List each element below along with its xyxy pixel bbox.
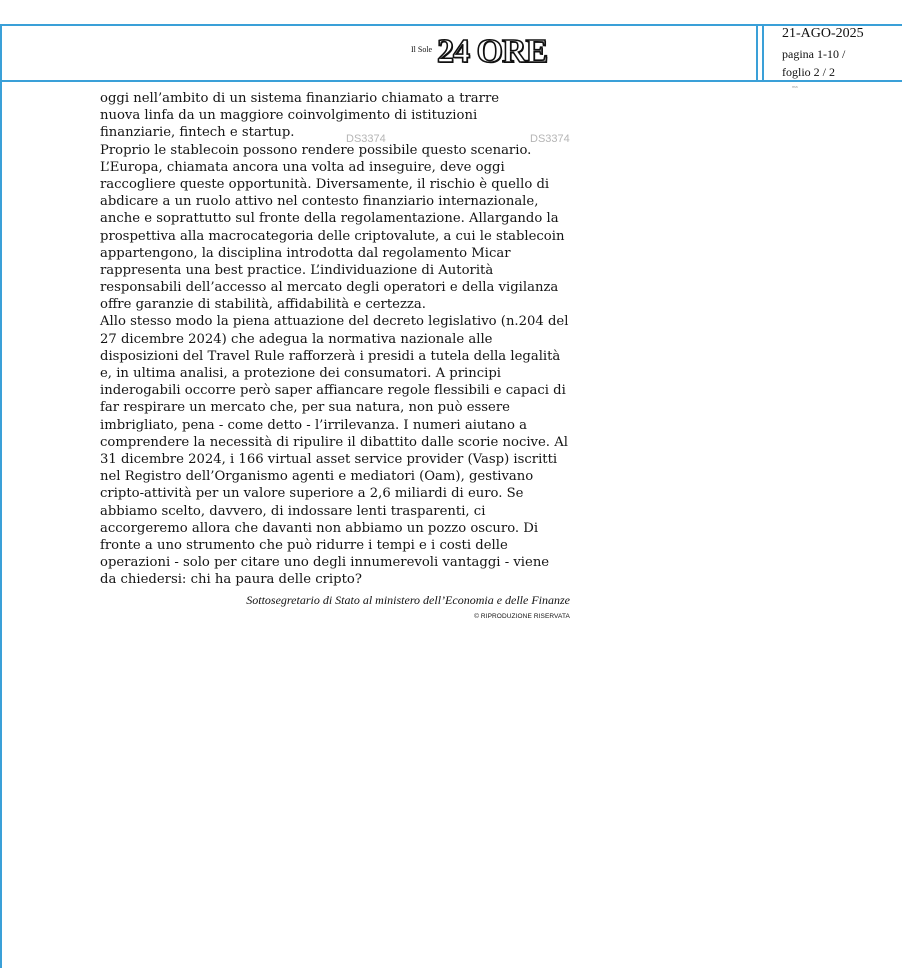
article-line: 31 dicembre 2024, i 166 virtual asset service provider (Vasp) iscritti [100,451,558,467]
page-range: pagina 1-10 / [782,47,846,61]
article-line: disposizioni del Travel Rule rafforzerà i presidi a tutela della legalità [100,348,561,364]
left-border [0,24,2,968]
logo-big-text: 24 ORE [437,33,548,70]
article-line: offre garanzie di stabilità, affidabilità e certezza. [100,297,426,313]
article-line: oggi nell’ambito di un sistema finanziario chiamato a trarre [100,91,500,106]
article-line: comprendere la necessità di ripulire il dibattito dalle scorie nocive. Al [100,434,568,450]
article-line: imbrigliato, pena - come detto - l’irrilevanza. I numeri aiutano a [100,417,528,433]
article-line: far respirare un mercato che, per sua natura, non può essere [100,400,510,416]
article-line: inderogabili occorre però saper affiancare regole flessibili e capaci di [100,383,566,399]
article-body [100,90,578,620]
article-line: abbiamo scelto, davvero, di indossare lenti trasparenti, ci [100,503,486,519]
article-line: cripto-attività per un valore superiore a 2,6 miliardi di euro. Se [100,486,524,502]
article-line: anche e soprattutto sul fronte della regolamentazione. Allargando la [100,211,559,227]
copyright-notice: © RIPRODUZIONE RISERVATA [474,613,570,621]
article-line: operazioni - solo per citare uno degli innumerevoli vantaggi - viene [100,555,550,571]
article-line: 27 dicembre 2024) che adegua la normativa nazionale alle [100,331,493,347]
watermark: DS3374 [346,133,386,145]
article-line: appartengono, la disciplina introdotta dal regolamento Micar [100,245,511,261]
article-line: Allo stesso modo la piena attuazione del decreto legislativo (n.204 del [100,314,569,330]
article-line: nuova linfa da un maggiore coinvolgimento di istituzioni [100,108,478,124]
article-line: L’Europa, chiamata ancora una volta ad inseguire, deve oggi [100,159,505,175]
article-line: prospettiva alla macrocategoria delle criptovalute, a cui le stablecoin [100,228,565,244]
article-line: nel Registro dell’Organismo agenti e mediatori (Oam), gestivano [100,469,534,485]
tiny-mark: ma [792,84,798,89]
article-line: Proprio le stablecoin possono rendere possibile questo scenario. [100,142,532,158]
publication-date: 21-AGO-2025 [782,26,864,41]
article-line: da chiedersi: chi ha paura delle cripto? [100,572,362,588]
article-lines [100,90,578,588]
masthead [2,26,758,80]
logo-small-text: Il Sole [411,45,433,54]
author-signature: Sottosegretario di Stato al ministero dell’Economia e delle Finanze [246,593,570,608]
article-line: finanziarie, fintech e startup. [100,125,295,141]
article-line: responsabili dell’accesso al mercato degli operatori e della vigilanza [100,280,559,296]
sheet-number: foglio 2 / 2 [782,65,835,79]
article-line: e, in ultima analisi, a protezione dei consumatori. A principi [100,366,502,381]
article-line: fronte a uno strumento che può ridurre i tempi e i costi delle [100,537,508,553]
article-line: abdicare a un ruolo attivo nel contesto finanziario internazionale, [100,194,539,210]
date-box [762,26,900,80]
article-line: raccogliere queste opportunità. Diversamente, il rischio è quello di [100,176,550,192]
watermark: DS3374 [530,133,570,145]
article-line: accorgeremo allora che davanti non abbiamo un pozzo oscuro. Di [100,520,539,536]
article-line: rappresenta una best practice. L’individuazione di Autorità [100,262,494,278]
